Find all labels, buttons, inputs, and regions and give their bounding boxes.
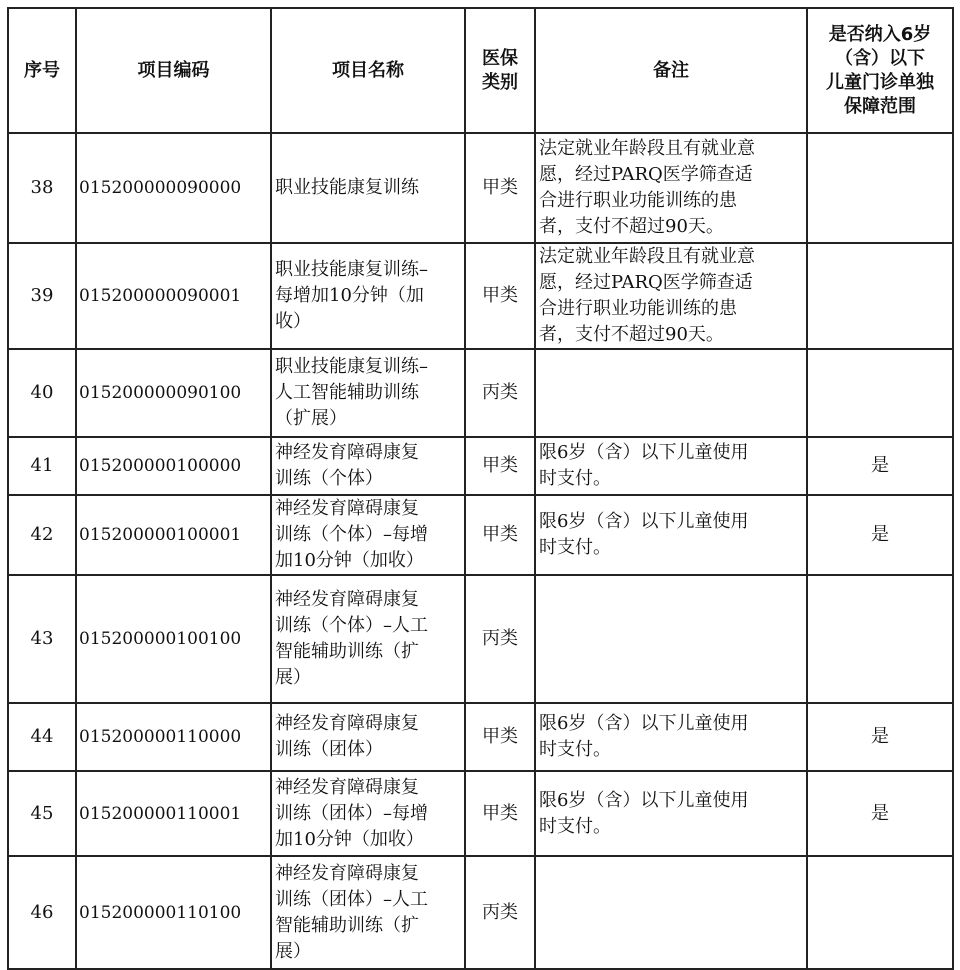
remark-cell: 法定就业年龄段且有就业意 愿，经过PARQ医学筛查适 合进行职业功能训练的患 者，支付不超过90天。: [535, 243, 807, 349]
child-coverage-cell: [807, 349, 953, 437]
insurance-category-cell: 甲类: [465, 771, 535, 856]
table-row: [8, 133, 953, 243]
item-code-cell: 015200000110001: [76, 771, 271, 856]
item-code-cell: 015200000110000: [76, 703, 271, 771]
item-name-cell: 神经发育障碍康复 训练（团体）: [271, 703, 465, 771]
item-name-cell: 职业技能康复训练– 人工智能辅助训练 （扩展）: [271, 349, 465, 437]
child-coverage-cell: [807, 133, 953, 243]
child-coverage-cell: [807, 575, 953, 703]
row-number-cell: 38: [8, 133, 76, 243]
child-coverage-cell: [807, 243, 953, 349]
header-name: 项目名称: [271, 8, 465, 133]
table-row: [8, 856, 953, 969]
item-name-cell: 职业技能康复训练– 每增加10分钟（加 收）: [271, 243, 465, 349]
item-name-cell: 神经发育障碍康复 训练（团体）–每增 加10分钟（加收）: [271, 771, 465, 856]
child-coverage-cell: 是: [807, 437, 953, 495]
item-code-cell: 015200000100100: [76, 575, 271, 703]
row-number-cell: 42: [8, 495, 76, 575]
child-coverage-cell: [807, 856, 953, 969]
remark-cell: [535, 575, 807, 703]
remark-cell: 法定就业年龄段且有就业意 愿，经过PARQ医学筛查适 合进行职业功能训练的患 者，支付不超过90天。: [535, 133, 807, 243]
item-name-cell: 神经发育障碍康复 训练（团体）–人工 智能辅助训练（扩 展）: [271, 856, 465, 969]
item-code-cell: 015200000090001: [76, 243, 271, 349]
header-no: 序号: [8, 8, 76, 133]
item-code-cell: 015200000110100: [76, 856, 271, 969]
row-number-cell: 44: [8, 703, 76, 771]
item-name-cell: 神经发育障碍康复 训练（个体）–人工 智能辅助训练（扩 展）: [271, 575, 465, 703]
item-code-cell: 015200000090000: [76, 133, 271, 243]
header-child-coverage: 是否纳入6岁 （含）以下 儿童门诊单独 保障范围: [807, 8, 953, 133]
table-row: [8, 349, 953, 437]
child-coverage-cell: 是: [807, 771, 953, 856]
row-number-cell: 39: [8, 243, 76, 349]
medical-items-table: [7, 7, 954, 970]
insurance-category-cell: 丙类: [465, 349, 535, 437]
remark-cell: 限6岁（含）以下儿童使用 时支付。: [535, 771, 807, 856]
row-number-cell: 43: [8, 575, 76, 703]
item-code-cell: 015200000090100: [76, 349, 271, 437]
insurance-category-cell: 甲类: [465, 243, 535, 349]
child-coverage-cell: 是: [807, 703, 953, 771]
header-code: 项目编码: [76, 8, 271, 133]
insurance-category-cell: 丙类: [465, 856, 535, 969]
remark-cell: 限6岁（含）以下儿童使用 时支付。: [535, 495, 807, 575]
table-row: [8, 495, 953, 575]
row-number-cell: 40: [8, 349, 76, 437]
table-row: [8, 771, 953, 856]
table-row: [8, 243, 953, 349]
header-row: [8, 8, 953, 133]
remark-cell: 限6岁（含）以下儿童使用 时支付。: [535, 703, 807, 771]
remark-cell: [535, 856, 807, 969]
item-name-cell: 神经发育障碍康复 训练（个体）: [271, 437, 465, 495]
child-coverage-cell: 是: [807, 495, 953, 575]
insurance-category-cell: 甲类: [465, 703, 535, 771]
item-name-cell: 神经发育障碍康复 训练（个体）–每增 加10分钟（加收）: [271, 495, 465, 575]
row-number-cell: 41: [8, 437, 76, 495]
insurance-category-cell: 甲类: [465, 133, 535, 243]
remark-cell: [535, 349, 807, 437]
item-name-cell: 职业技能康复训练: [271, 133, 465, 243]
table-row: [8, 703, 953, 771]
row-number-cell: 45: [8, 771, 76, 856]
insurance-category-cell: 丙类: [465, 575, 535, 703]
insurance-category-cell: 甲类: [465, 437, 535, 495]
header-category: 医保 类别: [465, 8, 535, 133]
item-code-cell: 015200000100001: [76, 495, 271, 575]
header-note: 备注: [535, 8, 807, 133]
table-row: [8, 575, 953, 703]
item-code-cell: 015200000100000: [76, 437, 271, 495]
row-number-cell: 46: [8, 856, 76, 969]
remark-cell: 限6岁（含）以下儿童使用 时支付。: [535, 437, 807, 495]
table-row: [8, 437, 953, 495]
insurance-category-cell: 甲类: [465, 495, 535, 575]
